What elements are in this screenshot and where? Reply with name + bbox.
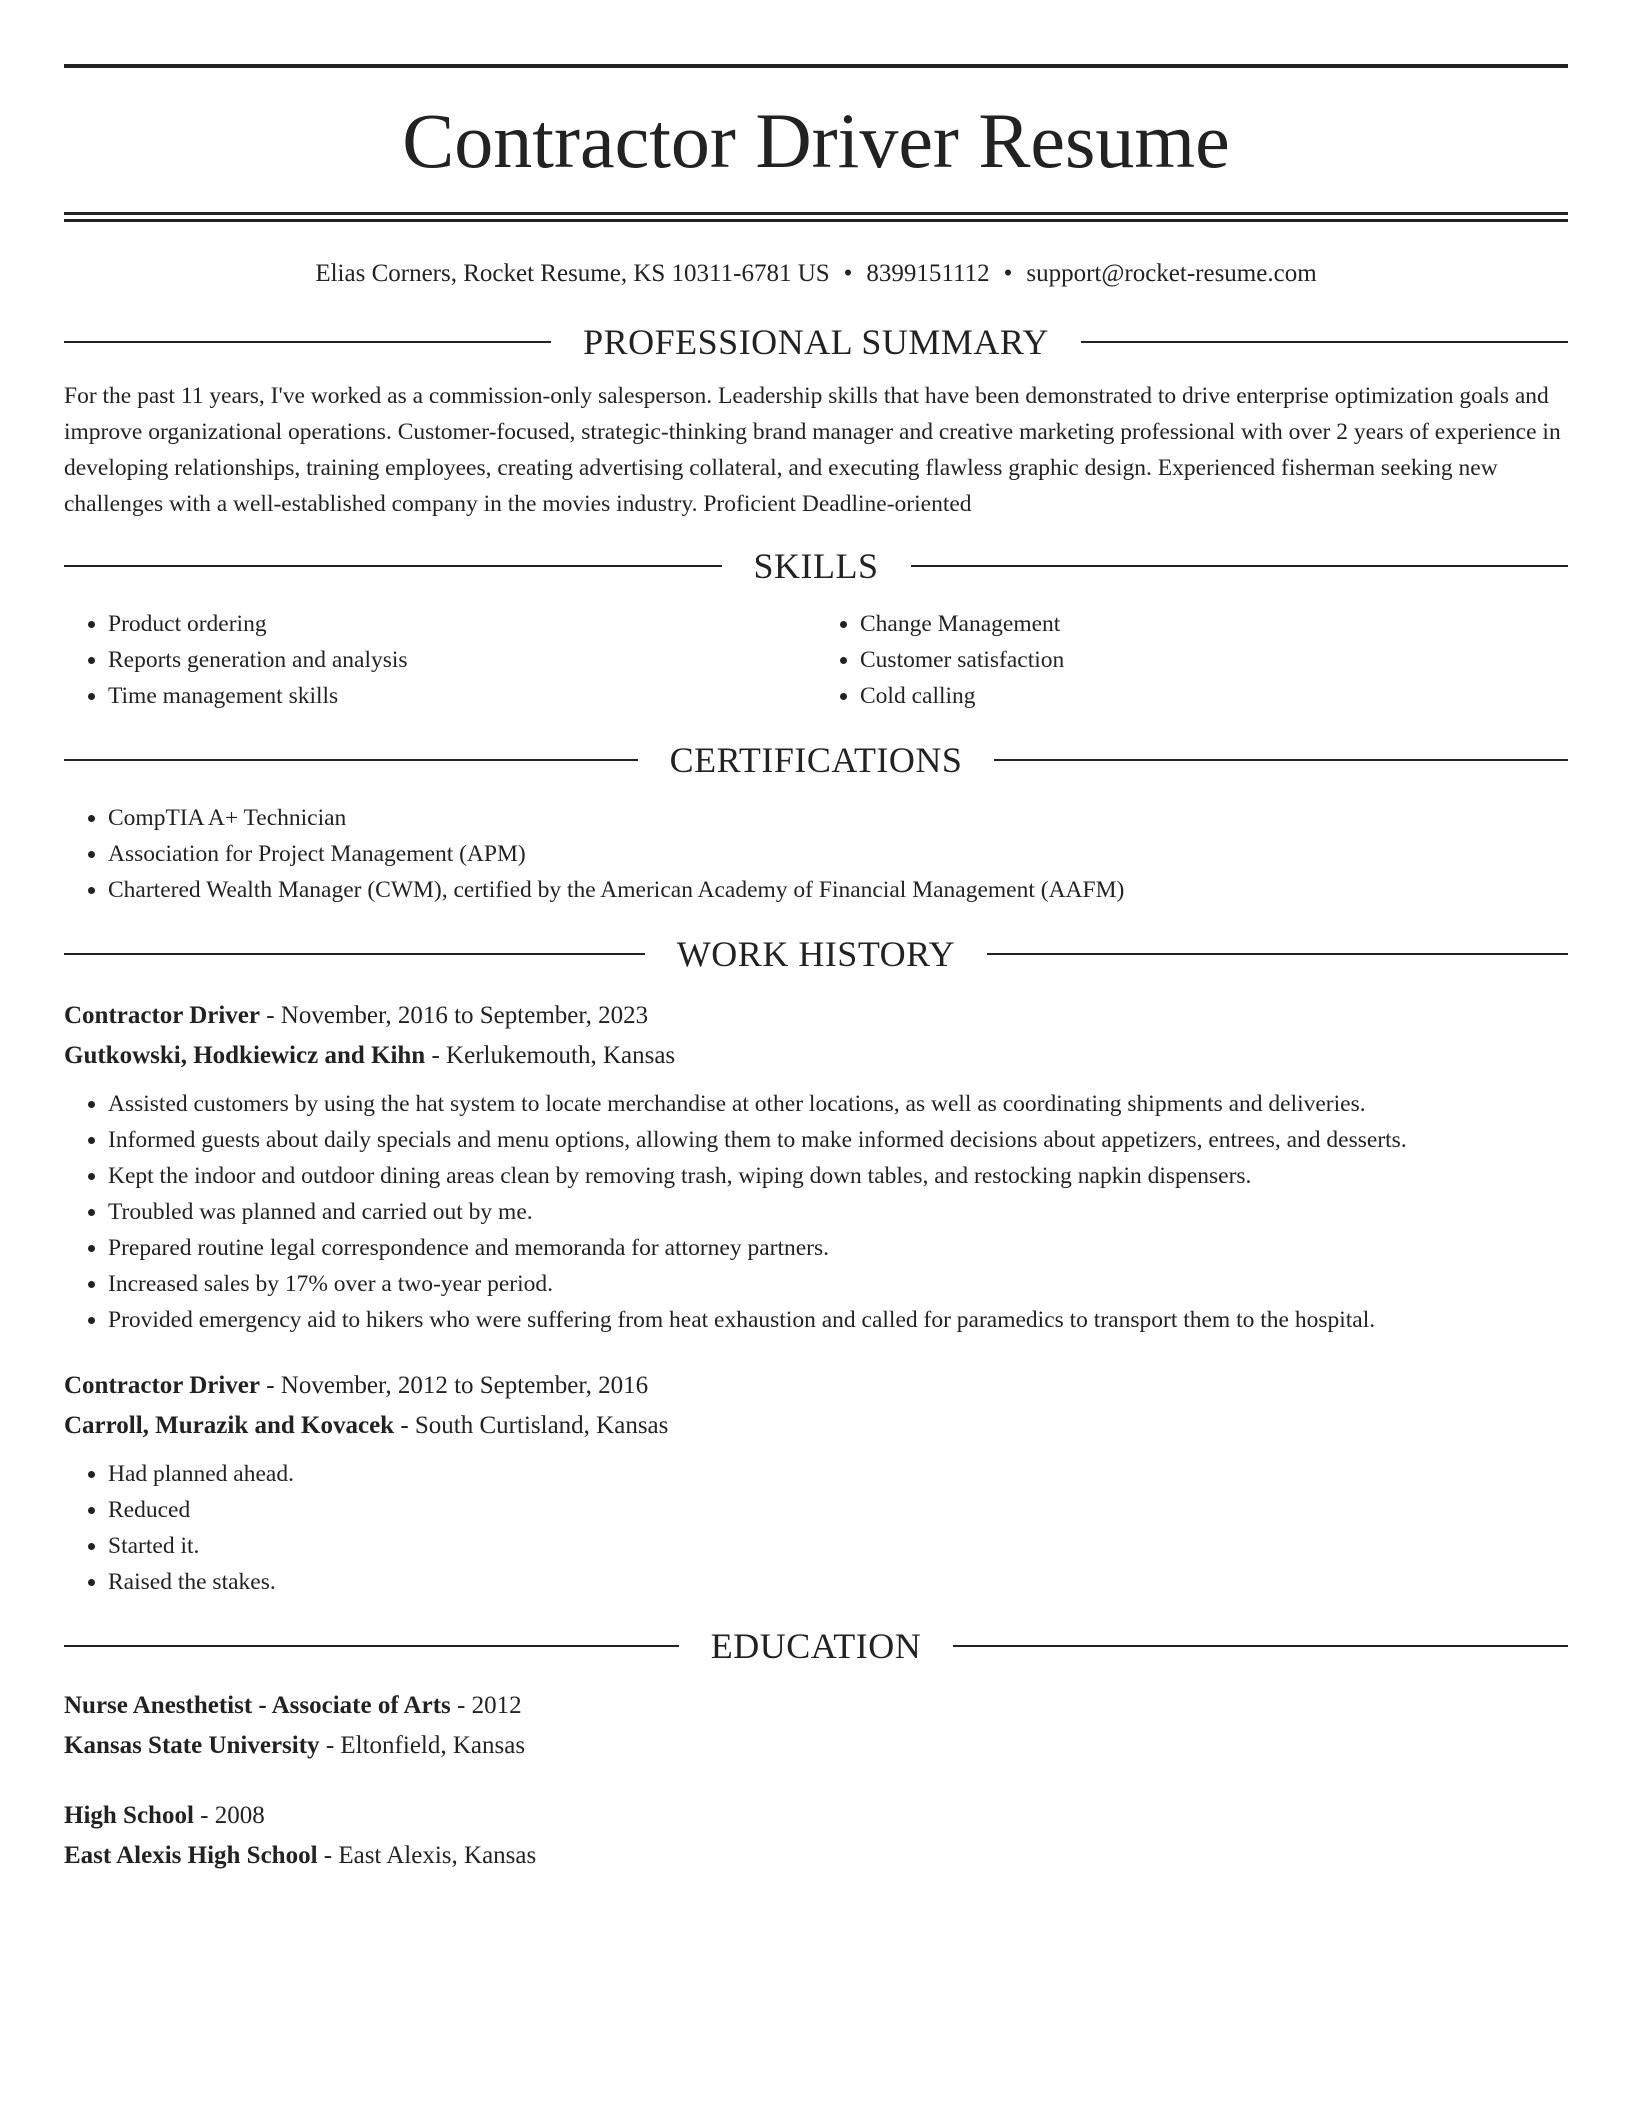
certification-item: • Association for Project Management (APM) <box>108 836 1568 872</box>
education-school: Kansas State University <box>64 1732 320 1759</box>
job-bullet: • Troubled was planned and carried out by me. <box>108 1194 1568 1230</box>
job-bullet: • Assisted customers by using the hat system to locate merchandise at other locations, as well as coordinating shipments and deliveries. <box>108 1086 1568 1122</box>
education-degree: High School <box>64 1802 194 1829</box>
skill-item: • Customer satisfaction <box>860 642 1568 678</box>
divider <box>64 1645 679 1647</box>
job-bullets <box>64 1456 1568 1600</box>
divider <box>64 759 638 761</box>
contact-separator: • <box>1003 260 1013 287</box>
education-heading <box>64 1624 1568 1668</box>
skill-item: • Reports generation and analysis <box>108 642 816 678</box>
education-school-line <box>64 1726 1568 1766</box>
certifications-heading <box>64 738 1568 782</box>
skills-list-left <box>64 606 816 714</box>
certifications-title: CERTIFICATIONS <box>669 740 963 780</box>
education-school: East Alexis High School <box>64 1842 318 1869</box>
job-bullet: • Informed guests about daily specials and menu options, allowing them to make informed decisions about appetizers, entrees, and desserts. <box>108 1122 1568 1158</box>
skills-title: SKILLS <box>753 546 879 586</box>
job-location: - Kerlukemouth, Kansas <box>425 1042 676 1069</box>
education-entry <box>64 1796 1568 1876</box>
skills-columns <box>64 606 1568 714</box>
skill-item: • Time management skills <box>108 678 816 714</box>
certification-item: • CompTIA A+ Technician <box>108 800 1568 836</box>
divider <box>64 565 722 567</box>
education-degree-line <box>64 1686 1568 1726</box>
job-entry <box>64 1366 1568 1600</box>
job-bullet: • Kept the indoor and outdoor dining areas clean by removing trash, wiping down tables, and restocking napkin dispensers. <box>108 1158 1568 1194</box>
divider <box>1081 341 1568 343</box>
certification-item: • Chartered Wealth Manager (CWM), certified by the American Academy of Financial Management (AAFM) <box>108 872 1568 908</box>
skill-item: • Product ordering <box>108 606 816 642</box>
job-company: Gutkowski, Hodkiewicz and Kihn <box>64 1042 426 1069</box>
divider <box>911 565 1569 567</box>
skill-item: • Cold calling <box>860 678 1568 714</box>
job-entry <box>64 996 1568 1338</box>
contact-line <box>64 258 1568 290</box>
summary-title: PROFESSIONAL SUMMARY <box>583 322 1049 362</box>
skills-list-right <box>816 606 1568 714</box>
job-title: Contractor Driver <box>64 1372 260 1399</box>
divider <box>994 759 1568 761</box>
job-bullet: • Raised the stakes. <box>108 1564 1568 1600</box>
job-title-line <box>64 1366 1568 1406</box>
education-entry <box>64 1686 1568 1766</box>
job-company-line <box>64 1406 1568 1446</box>
summary-text: For the past 11 years, I've worked as a commission-only salesperson. Leadership skills that have been demonstrated to drive enterprise optimization goals and improve organizational operations. Customer-focused, strategic-thinking brand manager and creative marketing professional with over 2 years of experience in developing relationships, training employees, creating advertising collateral, and executing flawless graphic design. Experienced fisherman seeking new challenges with a well-established company in the movies industry. Proficient Deadline-oriented <box>64 383 1561 517</box>
job-company: Carroll, Murazik and Kovacek <box>64 1412 395 1439</box>
summary-heading <box>64 320 1568 364</box>
contact-address: Elias Corners, Rocket Resume, KS 10311-6781 US <box>315 260 830 287</box>
divider <box>64 953 645 955</box>
job-company-line <box>64 1036 1568 1076</box>
education-location: - East Alexis, Kansas <box>317 1842 537 1869</box>
job-title-line <box>64 996 1568 1036</box>
education-school-line <box>64 1836 1568 1876</box>
skills-heading <box>64 544 1568 588</box>
skill-item: • Change Management <box>860 606 1568 642</box>
education-year: - 2008 <box>193 1802 265 1829</box>
education-degree-line <box>64 1796 1568 1836</box>
work-history-heading <box>64 932 1568 976</box>
title-double-rule <box>64 212 1568 222</box>
contact-separator: • <box>843 260 853 287</box>
page-title: Contractor Driver Resume <box>402 97 1230 184</box>
job-dates: - November, 2016 to September, 2023 <box>259 1002 649 1029</box>
divider <box>953 1645 1568 1647</box>
job-bullet: • Prepared routine legal correspondence and memoranda for attorney partners. <box>108 1230 1568 1266</box>
job-bullet: • Started it. <box>108 1528 1568 1564</box>
job-location: - South Curtisland, Kansas <box>394 1412 669 1439</box>
divider <box>64 341 551 343</box>
education-title: EDUCATION <box>710 1626 922 1666</box>
contact-email: support@rocket-resume.com <box>1026 260 1317 287</box>
education-year: - 2012 <box>450 1692 522 1719</box>
work-history-title: WORK HISTORY <box>676 934 956 974</box>
contact-phone: 8399151112 <box>866 260 990 287</box>
job-bullet: • Provided emergency aid to hikers who were suffering from heat exhaustion and called for paramedics to transport them to the hospital. <box>108 1302 1568 1338</box>
divider <box>987 953 1568 955</box>
job-dates: - November, 2012 to September, 2016 <box>259 1372 649 1399</box>
job-bullet: • Increased sales by 17% over a two-year period. <box>108 1266 1568 1302</box>
job-bullet: • Reduced <box>108 1492 1568 1528</box>
education-degree: Nurse Anesthetist - Associate of Arts <box>64 1692 451 1719</box>
job-title: Contractor Driver <box>64 1002 260 1029</box>
job-bullets <box>64 1086 1568 1338</box>
job-bullet: • Had planned ahead. <box>108 1456 1568 1492</box>
certifications-list <box>64 800 1568 908</box>
education-location: - Eltonfield, Kansas <box>319 1732 526 1759</box>
